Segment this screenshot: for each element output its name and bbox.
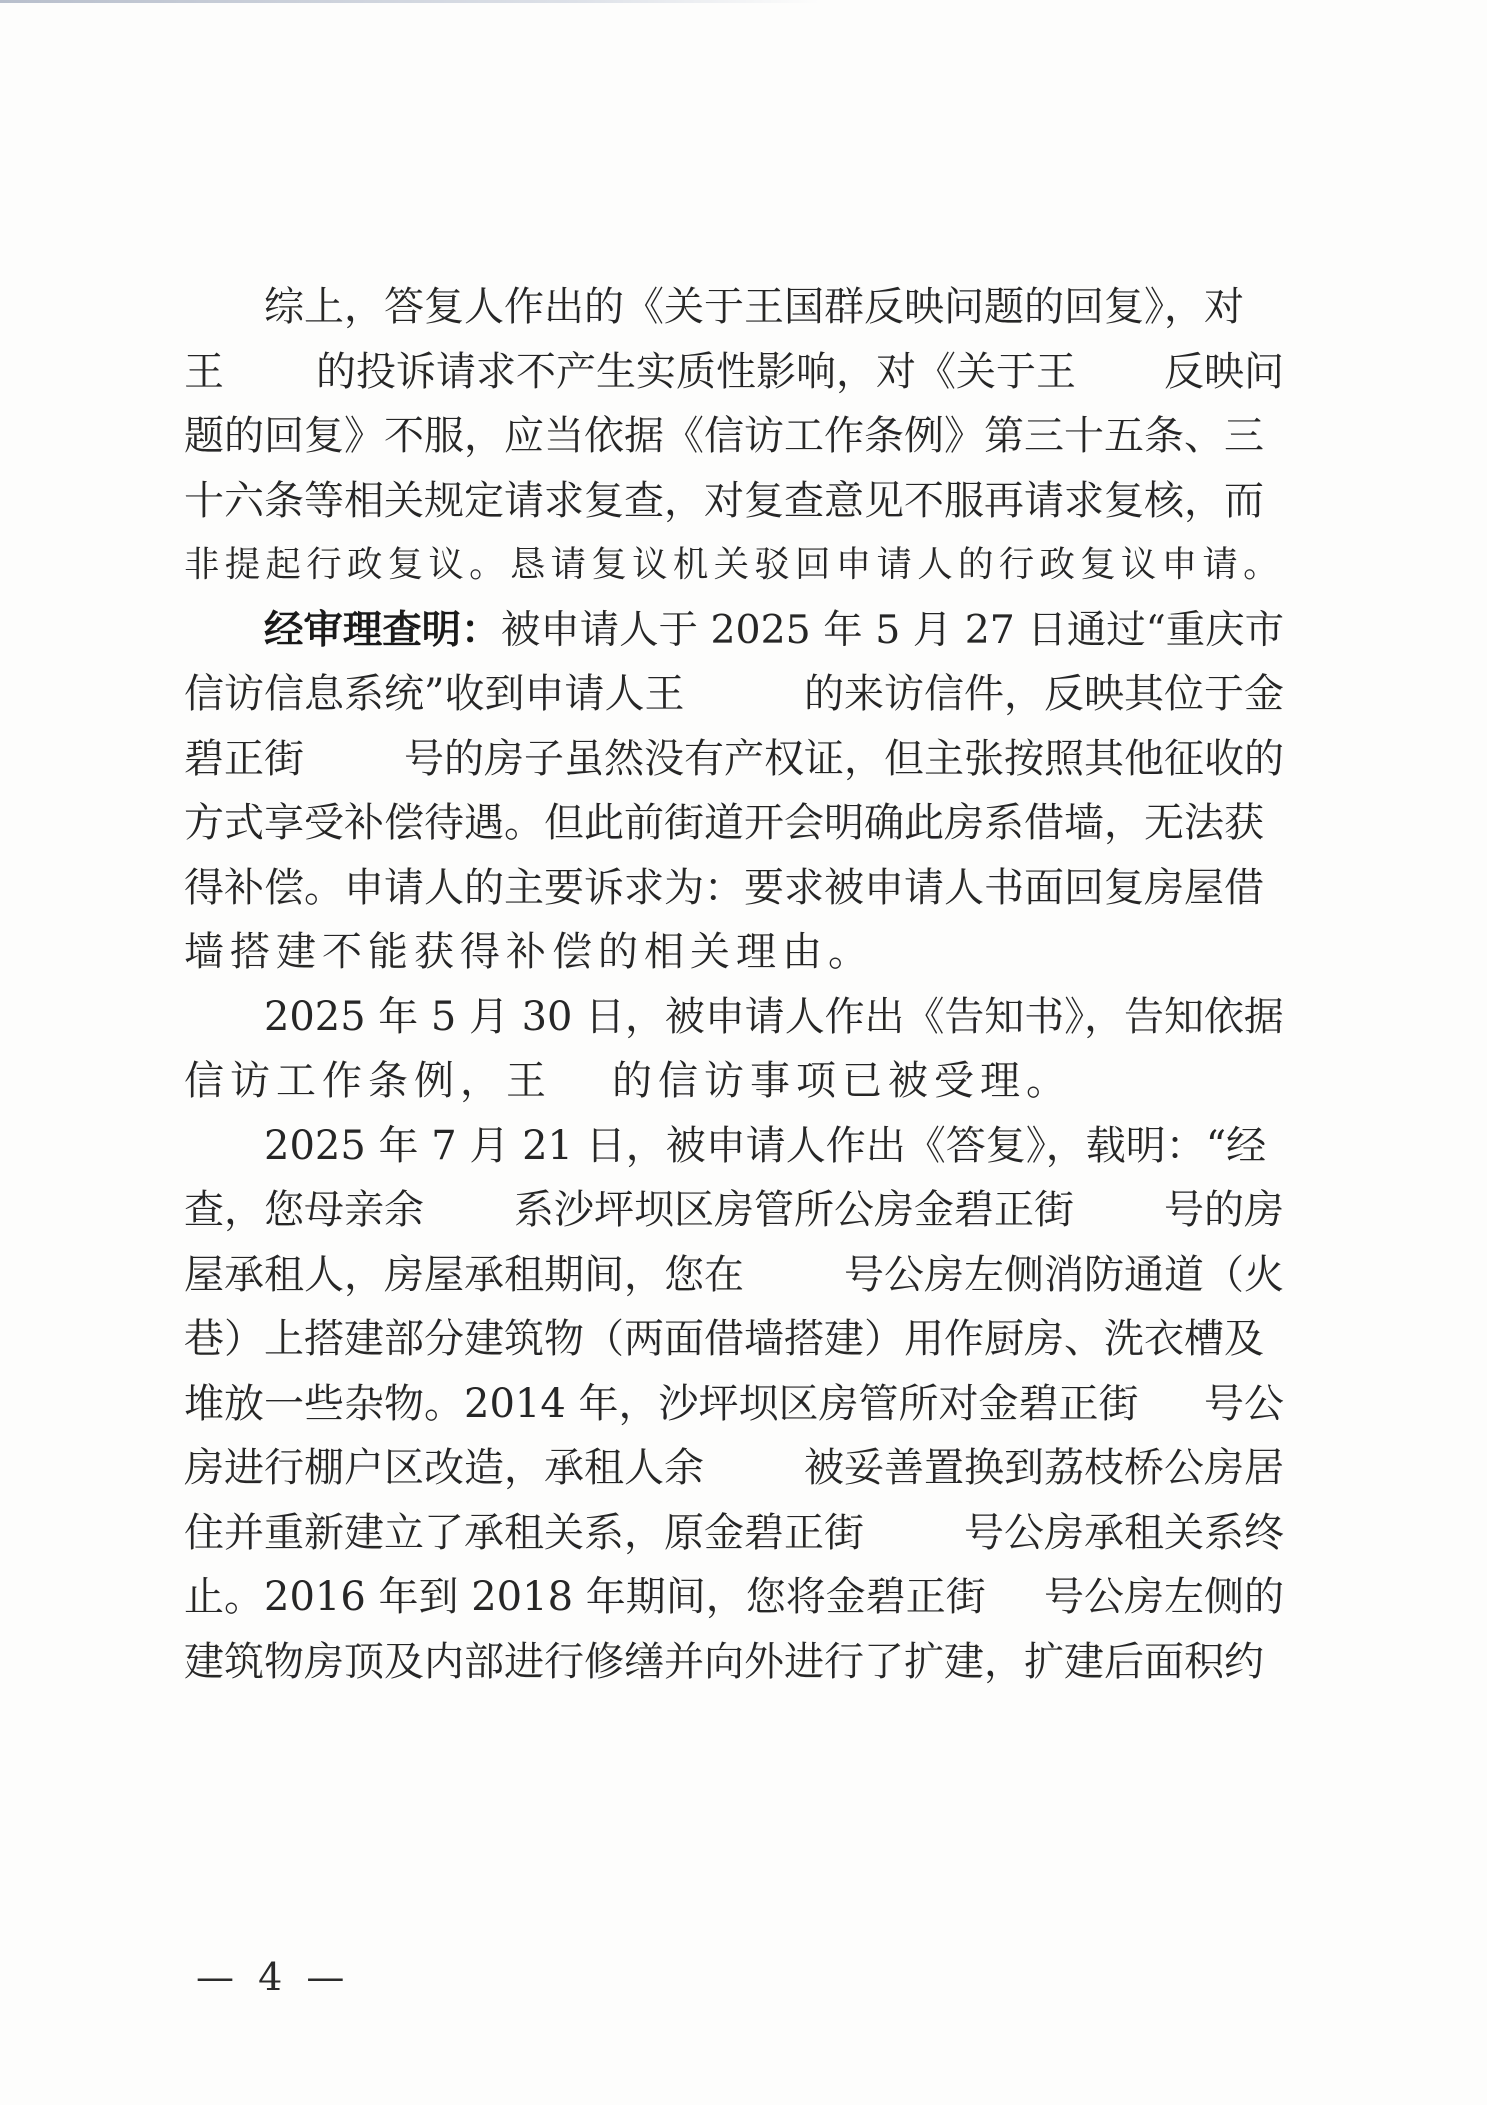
section-heading: 经审理查明： bbox=[264, 606, 501, 653]
text-line bbox=[184, 920, 1284, 985]
text-line bbox=[184, 275, 1284, 340]
text-segment: 被申请人于 2025 年 5 月 27 日通过“重庆市 bbox=[500, 606, 1284, 653]
text-line bbox=[184, 856, 1284, 921]
text-segment: 题的回复》不服，应当依据《信访工作条例》第三十五条、三 bbox=[184, 413, 1264, 459]
text-segment: 号公房左侧的 bbox=[1044, 1574, 1284, 1620]
text-segment: 2025 年 7 月 21 日，被申请人作出《答复》，载明：“经 bbox=[264, 1122, 1267, 1169]
text-segment: 墙搭建不能获得补偿的相关理由。 bbox=[184, 929, 874, 975]
text-line bbox=[184, 1436, 1284, 1501]
text-segment: 号公 bbox=[1204, 1380, 1284, 1427]
text-segment: 房进行棚户区改造，承租人余 bbox=[184, 1445, 704, 1491]
text-line bbox=[184, 404, 1284, 469]
text-line bbox=[184, 340, 1284, 405]
text-line bbox=[184, 1372, 1284, 1437]
text-line bbox=[184, 1049, 1284, 1114]
text-segment: 巷）上搭建部分建筑物（两面借墙搭建）用作厨房、洗衣槽及 bbox=[184, 1316, 1264, 1362]
text-segment: 方式享受补偿待遇。但此前街道开会明确此房系借墙，无法获 bbox=[184, 800, 1264, 846]
text-segment: 反映问 bbox=[1164, 348, 1284, 395]
text-segment: 得补偿。申请人的主要诉求为：要求被申请人书面回复房屋借 bbox=[184, 864, 1264, 911]
text-segment: 住并重新建立了承租关系，原金碧正街 bbox=[184, 1509, 864, 1556]
text-segment: 屋承租人，房屋承租期间，您在 bbox=[184, 1251, 744, 1298]
text-segment: 止。2016 年到 2018 年期间，您将金碧正街 bbox=[184, 1574, 986, 1620]
document-body bbox=[184, 275, 1284, 1694]
text-line bbox=[184, 1243, 1284, 1308]
text-segment: 信访工作条例，王 bbox=[184, 1058, 552, 1104]
text-line bbox=[184, 1565, 1284, 1630]
text-segment: 的信访事项已被受理。 bbox=[612, 1058, 1072, 1104]
text-segment: 十六条等相关规定请求复查，对复查意见不服再请求复核，而 bbox=[184, 477, 1264, 524]
text-segment: 堆放一些杂物。2014 年，沙坪坝区房管所对金碧正街 bbox=[184, 1380, 1139, 1427]
text-segment: 号的房 bbox=[1164, 1187, 1284, 1233]
text-line bbox=[184, 598, 1284, 663]
text-segment: 号的房子虽然没有产权证，但主张按照其他征收的 bbox=[404, 735, 1284, 782]
text-line bbox=[184, 469, 1284, 534]
text-line bbox=[184, 985, 1284, 1050]
text-segment: 系沙坪坝区房管所公房金碧正街 bbox=[514, 1187, 1074, 1233]
text-line bbox=[184, 1501, 1284, 1566]
text-segment: 信访信息系统”收到申请人王 bbox=[184, 671, 685, 717]
text-line bbox=[184, 533, 1284, 598]
text-segment: 建筑物房顶及内部进行修缮并向外进行了扩建，扩建后面积约 bbox=[184, 1638, 1264, 1685]
text-segment: 号公房承租关系终 bbox=[964, 1509, 1284, 1556]
text-segment: 综上，答复人作出的《关于王国群反映问题的回复》，对 bbox=[264, 284, 1244, 330]
scan-edge bbox=[0, 0, 820, 3]
text-line bbox=[184, 662, 1284, 727]
text-segment: 号公房左侧消防通道（火 bbox=[844, 1251, 1284, 1298]
text-segment: 的投诉请求不产生实质性影响，对《关于王 bbox=[316, 348, 1076, 395]
text-line bbox=[184, 791, 1284, 856]
text-line bbox=[184, 1178, 1284, 1243]
text-segment: 王 bbox=[184, 348, 224, 395]
text-segment: 被妥善置换到荔枝桥公房居 bbox=[804, 1445, 1284, 1491]
text-line bbox=[184, 727, 1284, 792]
text-line bbox=[184, 1114, 1284, 1179]
page-number: — 4 — bbox=[196, 1955, 351, 1999]
text-line bbox=[184, 1307, 1284, 1372]
text-segment: 的来访信件，反映其位于金 bbox=[804, 671, 1284, 717]
text-segment: 非提起行政复议。恳请复议机关驳回申请人的行政复议申请。 bbox=[184, 544, 1284, 585]
text-segment: 查，您母亲余 bbox=[184, 1187, 424, 1233]
text-line bbox=[184, 1630, 1284, 1695]
text-segment: 碧正街 bbox=[184, 735, 304, 782]
text-segment: 2025 年 5 月 30 日，被申请人作出《告知书》，告知依据 bbox=[264, 993, 1284, 1040]
